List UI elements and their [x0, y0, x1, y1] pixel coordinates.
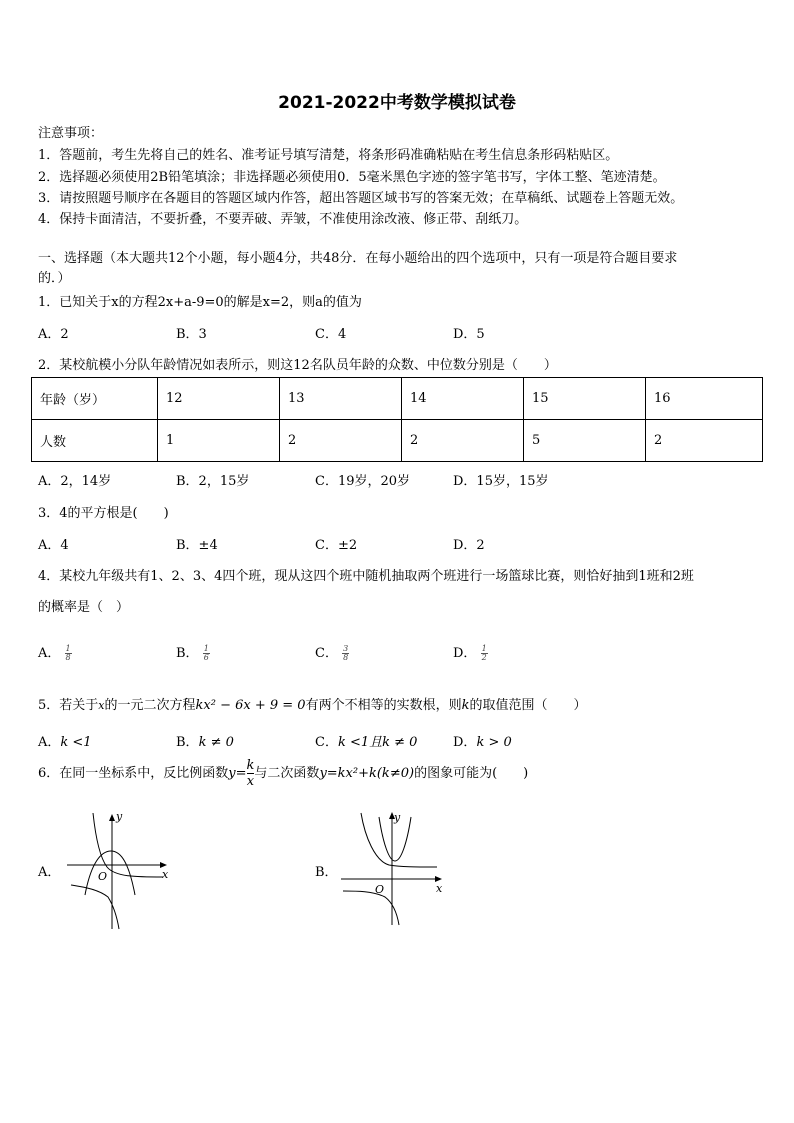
- table-cell: 12: [158, 378, 280, 420]
- table-cell: 13: [280, 378, 402, 420]
- fraction: [481, 645, 488, 662]
- table-cell: 2: [280, 420, 402, 462]
- q3-option-a[interactable]: A．4: [38, 538, 69, 553]
- section-heading-cont: 的．）: [38, 271, 71, 286]
- table-cell: 2: [646, 420, 763, 462]
- stem-text: 的取值范围（ ）: [469, 698, 587, 713]
- stem-text: 有两个不相等的实数根，则: [305, 698, 462, 713]
- stem-text: 5．若关于: [38, 698, 99, 713]
- q2-option-b[interactable]: B．2，15岁: [176, 474, 250, 489]
- denominator: 8: [343, 653, 349, 662]
- y-axis-arrow: [109, 814, 115, 821]
- stem-text: 6．在同一坐标系中，反比例函数: [38, 766, 229, 781]
- option-label: A．: [38, 735, 61, 750]
- numerator: 1: [203, 644, 209, 653]
- variable-k: k: [461, 698, 470, 713]
- option-label: D．: [453, 735, 477, 750]
- notice-item: 1．答题前，考生先将自己的姓名、准考证号填写清楚，将条形码准确粘贴在考生信息条形码粘贴区。: [38, 148, 619, 163]
- numerator: 1: [65, 644, 71, 653]
- stem-text: 与二次函数: [254, 766, 320, 781]
- option-math: k <1且k ≠ 0: [337, 735, 418, 750]
- hyperbola-branch: [93, 813, 163, 877]
- question-5-stem: [38, 694, 586, 713]
- axis-label-y: y: [116, 810, 123, 823]
- q6-option-a-label[interactable]: A．: [38, 865, 61, 880]
- parabola: [85, 851, 135, 895]
- q4-option-d[interactable]: [453, 642, 488, 662]
- q1-option-a[interactable]: A．2: [38, 327, 69, 342]
- q2-option-a[interactable]: A．2，14岁: [38, 474, 112, 489]
- option-label: B．: [176, 735, 199, 750]
- axis-label-x: x: [436, 882, 443, 895]
- table-cell: 16: [646, 378, 763, 420]
- notice-item: 3．请按照题号顺序在各题目的答题区域内作答，超出答题区域书写的答案无效；在草稿纸、试题卷上答题无效。: [38, 191, 684, 206]
- q5-option-c[interactable]: [315, 731, 417, 750]
- notice-heading: 注意事项：: [38, 126, 104, 141]
- denominator: x: [246, 774, 255, 789]
- table-row: [32, 420, 763, 462]
- q5-option-a[interactable]: [38, 731, 92, 750]
- page-title: 2021-2022中考数学模拟试卷: [278, 93, 516, 113]
- axis-label-x: x: [162, 868, 169, 881]
- option-math: k <1: [60, 735, 92, 750]
- q5-option-d[interactable]: [453, 731, 512, 750]
- q1-option-c[interactable]: C．4: [315, 327, 347, 342]
- question-6-stem: [38, 758, 528, 789]
- math-y: y=: [228, 766, 247, 781]
- fraction: [203, 645, 210, 662]
- question-4-stem-cont: 的概率是（ ）: [38, 600, 130, 615]
- equation: kx² − 6x + 9 = 0: [195, 698, 306, 713]
- hyperbola-branch: [343, 891, 399, 925]
- quadratic-function: y=kx²+k(k≠0): [319, 766, 415, 781]
- option-math: k > 0: [476, 735, 512, 750]
- notice-item: 2．选择题必须使用2B铅笔填涂；非选择题必须使用0．5毫米黑色字迹的签字笔书写，字体工整、笔迹清楚。: [38, 170, 666, 185]
- table-cell: 2: [402, 420, 524, 462]
- table-cell: 5: [524, 420, 646, 462]
- q4-option-c[interactable]: [315, 642, 349, 662]
- stem-text: 的图象可能为( ): [414, 766, 529, 781]
- question-3-stem: 3．4的平方根是( ): [38, 506, 169, 521]
- denominator: 2: [481, 653, 487, 662]
- origin-label: O: [375, 883, 385, 896]
- q4-option-a[interactable]: [38, 642, 72, 662]
- q4-option-b[interactable]: [176, 642, 210, 662]
- q2-option-d[interactable]: D．15岁，15岁: [453, 474, 549, 489]
- table-row: [32, 378, 763, 420]
- numerator: k: [246, 758, 255, 773]
- age-table: [31, 377, 763, 462]
- q6-option-a-graph[interactable]: [63, 805, 171, 931]
- q5-option-b[interactable]: [176, 731, 234, 750]
- notice-item: 4．保持卡面清洁，不要折叠，不要弄破、弄皱，不准使用涂改液、修正带、刮纸刀。: [38, 212, 528, 227]
- option-math: k ≠ 0: [198, 735, 234, 750]
- question-2-stem: 2．某校航模小分队年龄情况如表所示，则这12名队员年龄的众数、中位数分别是（ ）: [38, 358, 557, 373]
- q6-option-b-graph[interactable]: [337, 807, 445, 927]
- question-4-stem: 4．某校九年级共有1、2、3、4四个班，现从这四个班中随机抽取两个班进行一场篮球比赛，则恰好抽到1班和2班: [38, 569, 694, 584]
- origin-label: O: [98, 870, 108, 883]
- q6-option-b-label[interactable]: B．: [315, 865, 338, 880]
- fraction: [65, 645, 72, 662]
- option-label: A．: [38, 646, 61, 661]
- q1-option-b[interactable]: B．3: [176, 327, 207, 342]
- section-heading: 一、选择题（本大题共12个小题，每小题4分，共48分．在每小题给出的四个选项中，只有一项是符合题目要求: [38, 251, 678, 266]
- question-1-stem: 1．已知关于x的方程2x+a-9=0的解是x=2，则a的值为: [38, 295, 362, 310]
- option-label: C．: [315, 646, 338, 661]
- q3-option-c[interactable]: C．±2: [315, 538, 358, 553]
- table-cell: 年龄（岁）: [32, 378, 158, 420]
- fraction: [342, 645, 349, 662]
- table-cell: 15: [524, 378, 646, 420]
- q1-option-d[interactable]: D．5: [453, 327, 485, 342]
- numerator: 1: [481, 644, 487, 653]
- numerator: 3: [343, 644, 349, 653]
- table-cell: 1: [158, 420, 280, 462]
- axis-label-y: y: [394, 811, 401, 824]
- stem-text: 的一元二次方程: [104, 698, 196, 713]
- option-label: D．: [453, 646, 477, 661]
- q2-option-c[interactable]: C．19岁，20岁: [315, 474, 411, 489]
- option-label: C．: [315, 735, 338, 750]
- table-cell: 人数: [32, 420, 158, 462]
- variable-x: x: [98, 699, 105, 712]
- q3-option-b[interactable]: B．±4: [176, 538, 218, 553]
- option-label: B．: [176, 646, 199, 661]
- q3-option-d[interactable]: D．2: [453, 538, 485, 553]
- denominator: 8: [65, 653, 71, 662]
- denominator: 6: [203, 653, 209, 662]
- table-cell: 14: [402, 378, 524, 420]
